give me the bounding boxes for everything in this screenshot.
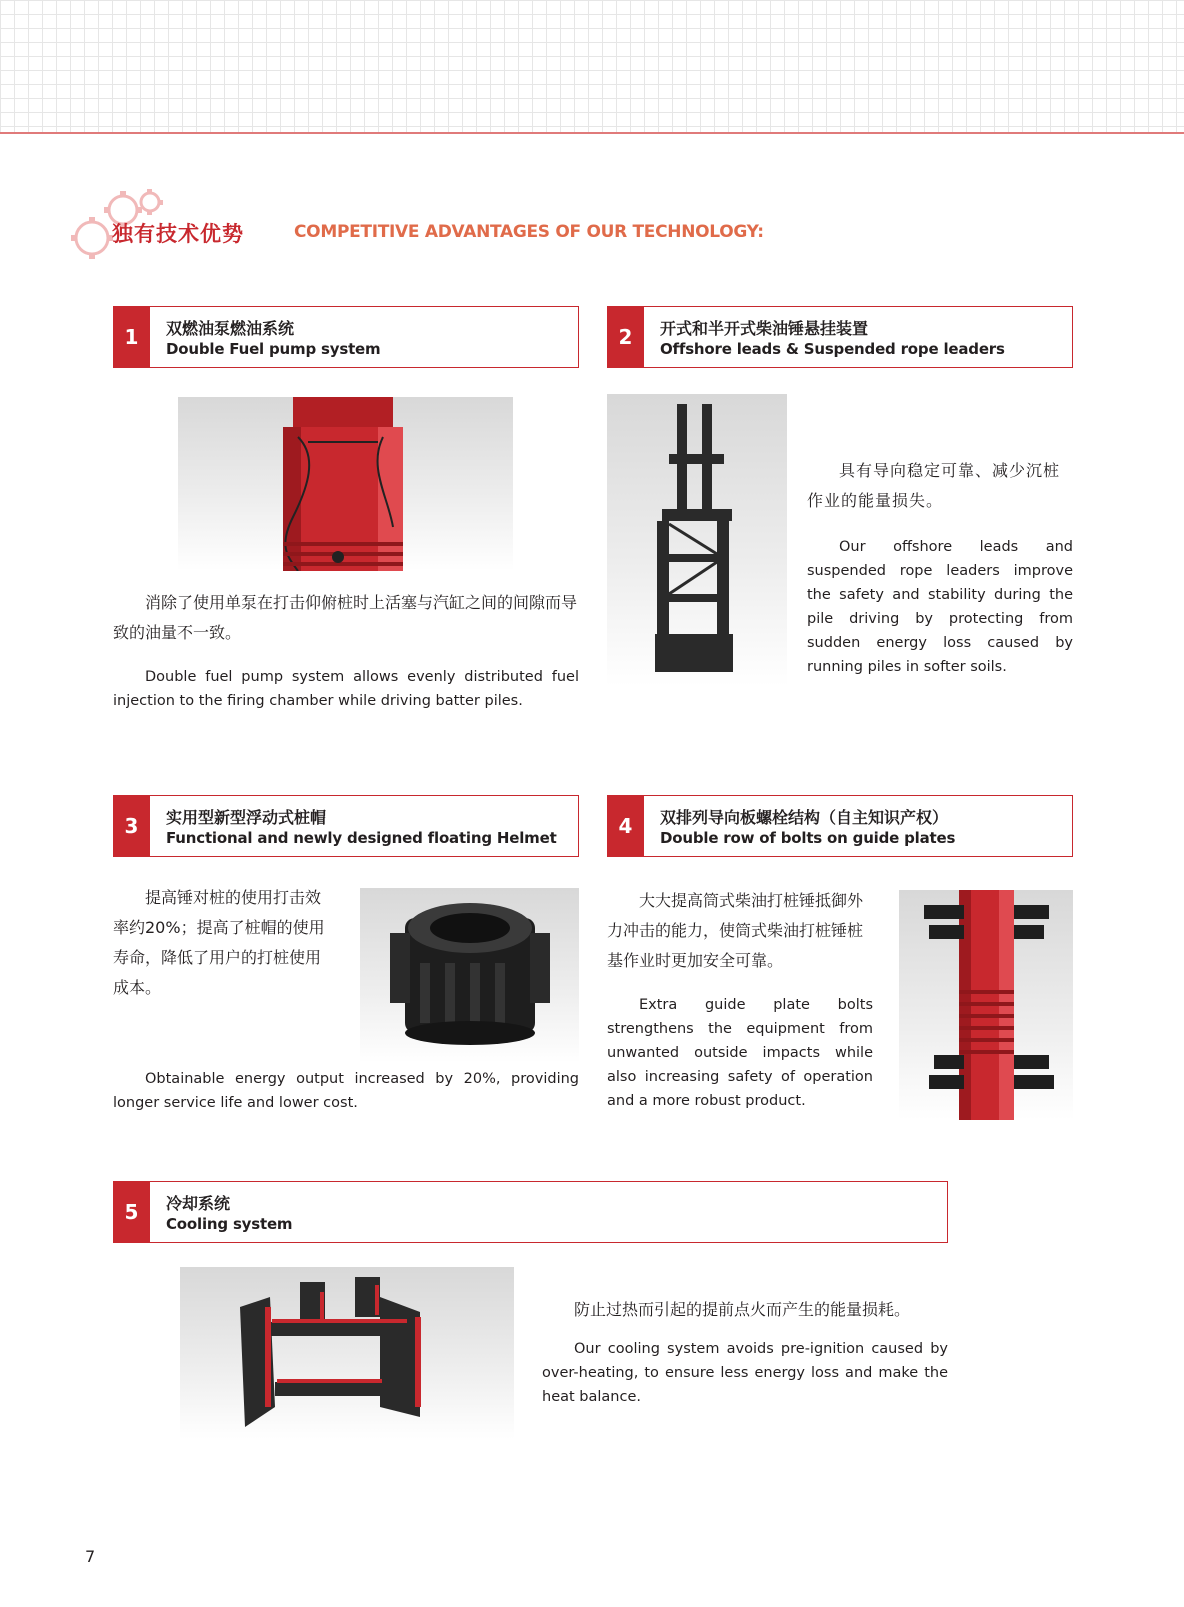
section-1-header (113, 306, 579, 368)
section-3-desc-cn: 提高锤对桩的使用打击效率约20%；提高了桩帽的使用寿命，降低了用户的打桩使用成本。 (113, 888, 325, 997)
offshore-leads-image (607, 394, 787, 686)
section-2-header (607, 306, 1073, 368)
section-title-en: Double Fuel pump system (166, 340, 381, 358)
section-title-en: Functional and newly designed floating Helmet (166, 829, 557, 847)
header-divider-line (0, 132, 1184, 134)
section-1-desc-cn: 消除了使用单泵在打击仰俯桩时上活塞与汽缸之间的间隙而导致的油量不一致。 (113, 593, 578, 642)
section-2-desc-cn: 具有导向稳定可靠、减少沉桩作业的能量损失。 (807, 461, 1061, 510)
section-title-cn: 双排列导向板螺栓结构（自主知识产权） (660, 808, 949, 827)
section-title-en: Offshore leads & Suspended rope leaders (660, 340, 1005, 358)
section-number: 1 (113, 306, 150, 368)
section-number: 4 (607, 795, 644, 857)
section-number: 2 (607, 306, 644, 368)
section-3-header (113, 795, 579, 857)
section-title-en: Cooling system (166, 1215, 293, 1233)
section-5-desc-cn: 防止过热而引起的提前点火而产生的能量损耗。 (574, 1300, 911, 1319)
section-title-cn: 双燃油泵燃油系统 (166, 319, 295, 338)
section-5-header (113, 1181, 948, 1243)
header-grid-pattern (0, 0, 1184, 133)
guide-plate-bolts-image (899, 890, 1073, 1120)
page-title-en: COMPETITIVE ADVANTAGES OF OUR TECHNOLOGY: (294, 222, 764, 242)
section-1-desc-en: Double fuel pump system allows evenly distributed fuel injection to the firing chamber while driving batter piles. (113, 669, 579, 709)
section-4-desc-cn: 大大提高筒式柴油打桩锤抵御外力冲击的能力，使筒式柴油打桩锤桩基作业时更加安全可靠。 (607, 891, 864, 970)
section-title-cn: 冷却系统 (166, 1194, 231, 1213)
page-number: 7 (85, 1547, 96, 1566)
floating-helmet-image (360, 888, 579, 1063)
cooling-system-image (180, 1267, 514, 1439)
section-4-desc-en: Extra guide plate bolts strengthens the equipment from unwanted outside impacts while also increasing safety of operation and a more robust product. (607, 997, 873, 1109)
section-title-cn: 实用型新型浮动式桩帽 (166, 808, 327, 827)
section-3-desc-en: Obtainable energy output increased by 20%, providing longer service life and lower cost. (113, 1071, 579, 1111)
fuel-pump-hammer-image (178, 397, 513, 571)
section-number: 3 (113, 795, 150, 857)
page-title-cn: 独有技术优势 (112, 222, 244, 246)
section-5-desc-en: Our cooling system avoids pre-ignition caused by over-heating, to ensure less energy loss and make the heat balance. (542, 1341, 948, 1405)
section-title-en: Double row of bolts on guide plates (660, 829, 956, 847)
section-4-header (607, 795, 1073, 857)
section-2-desc-en: Our offshore leads and suspended rope leaders improve the safety and stability during the pile driving by protecting from sudden energy loss caused by running piles in softer soils. (807, 539, 1073, 675)
section-number: 5 (113, 1181, 150, 1243)
section-title-cn: 开式和半开式柴油锤悬挂装置 (660, 319, 869, 338)
